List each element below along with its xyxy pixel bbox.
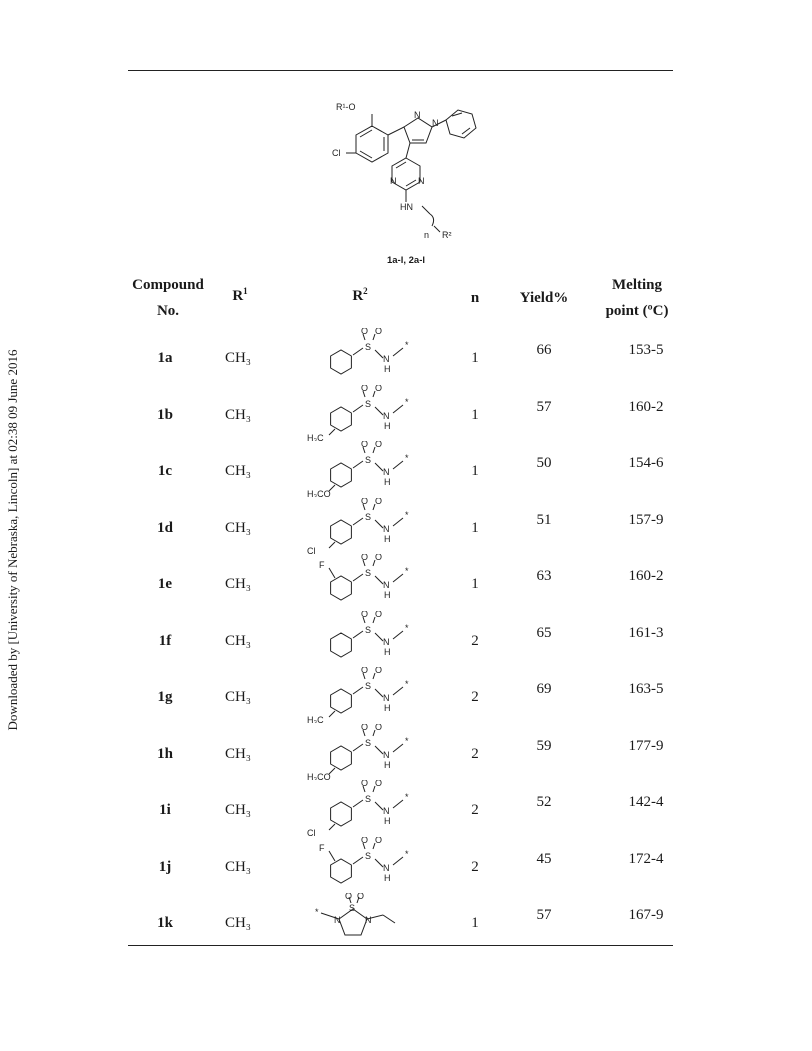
header-r2-text: R bbox=[352, 288, 364, 304]
hydrogen-atom: H bbox=[384, 533, 391, 544]
scaffold-structure bbox=[322, 94, 502, 254]
r2-structure bbox=[303, 498, 423, 554]
sulfur-atom: S bbox=[365, 737, 372, 748]
yield-value: 50 bbox=[536, 455, 552, 471]
r2-structure-drawing bbox=[303, 893, 423, 949]
n-value: 1 bbox=[471, 915, 479, 931]
n-value: 1 bbox=[471, 406, 479, 423]
sulfonyl-oxygen-1: O bbox=[361, 441, 369, 449]
sulfonyl-oxygen-2: O bbox=[375, 441, 383, 449]
header-r2 bbox=[330, 286, 390, 305]
r1-value: CH₃ bbox=[224, 576, 252, 592]
compound-id: 1c bbox=[157, 463, 173, 479]
nitrogen-atom-2: N bbox=[365, 915, 372, 925]
yield-value: 57 bbox=[536, 398, 552, 415]
yield-value: 69 bbox=[536, 681, 552, 697]
ring-substituent: Cl bbox=[307, 828, 316, 836]
compound-id: 1b bbox=[157, 406, 173, 423]
attachment-point: * bbox=[405, 622, 409, 633]
nitrogen-atom: N bbox=[383, 862, 390, 873]
r2-structure bbox=[303, 893, 423, 949]
r1-value: CH₃ bbox=[224, 802, 252, 818]
hydrogen-atom: H bbox=[384, 477, 391, 487]
r1-value: CH₃ bbox=[224, 858, 252, 875]
table-top-rule bbox=[128, 70, 673, 71]
ring-substituent: Cl bbox=[307, 545, 316, 554]
header-compound bbox=[128, 272, 208, 324]
table-row bbox=[128, 724, 673, 780]
r2-structure-drawing bbox=[303, 837, 423, 893]
table-row bbox=[128, 554, 673, 610]
compound-id: 1a bbox=[157, 350, 173, 366]
scaffold-r2: R² bbox=[442, 230, 452, 240]
attachment-point: * bbox=[405, 735, 409, 746]
r2-structure bbox=[303, 554, 423, 610]
download-watermark bbox=[2, 40, 24, 1040]
nitrogen-atom: N bbox=[383, 806, 390, 816]
scaffold-label: 1a-l, 2a-l bbox=[386, 255, 426, 266]
r2-structure-drawing bbox=[303, 498, 423, 554]
sulfonyl-oxygen-1: O bbox=[361, 497, 369, 506]
r1-value: CH₃ bbox=[224, 745, 252, 762]
nitrogen-atom: N bbox=[383, 467, 390, 477]
r2-structure bbox=[303, 724, 423, 780]
r1-value: CH₃ bbox=[224, 915, 252, 931]
table-row bbox=[128, 385, 673, 441]
melting-point-value: 157-9 bbox=[628, 511, 664, 528]
yield-value: 45 bbox=[536, 850, 552, 867]
n-value: 2 bbox=[471, 802, 479, 818]
hydrogen-atom: H bbox=[384, 590, 391, 600]
nitrogen-atom: N bbox=[383, 580, 390, 590]
table-row bbox=[128, 611, 673, 667]
scaffold-hn: HN bbox=[400, 202, 413, 212]
sulfonyl-oxygen-2: O bbox=[375, 384, 383, 393]
n-value: 1 bbox=[471, 576, 479, 592]
hydrogen-atom: H bbox=[384, 646, 391, 657]
r1-value: CH₃ bbox=[224, 632, 252, 649]
melting-point-value: 153-5 bbox=[628, 342, 664, 358]
r1-value: CH₃ bbox=[224, 406, 252, 423]
sulfonyl-oxygen-1: O bbox=[361, 836, 369, 845]
header-compound-line2: No. bbox=[156, 303, 180, 319]
header-yield: Yield% bbox=[519, 290, 569, 306]
sulfonyl-oxygen-1: O bbox=[361, 610, 369, 619]
melting-point-value: 154-6 bbox=[628, 455, 664, 471]
sulfonyl-oxygen-1: O bbox=[361, 667, 369, 675]
sulfur-atom: S bbox=[365, 850, 372, 861]
hydrogen-atom: H bbox=[384, 872, 391, 883]
table-bottom-rule bbox=[128, 945, 673, 946]
r1-value: CH₃ bbox=[224, 519, 252, 536]
scaffold-r1o: R¹-O bbox=[336, 102, 356, 112]
sulfur-atom: S bbox=[365, 568, 372, 578]
header-mp-line1: Melting bbox=[612, 277, 662, 293]
r2-structure-drawing bbox=[303, 328, 423, 384]
header-melting-point bbox=[596, 272, 678, 324]
n-value: 2 bbox=[471, 858, 479, 875]
table-row bbox=[128, 780, 673, 836]
scaffold-n3: N bbox=[418, 176, 425, 186]
scaffold-n2: N bbox=[432, 118, 439, 128]
sulfonyl-oxygen-2: O bbox=[375, 497, 383, 506]
sulfonyl-oxygen-2: O bbox=[375, 610, 383, 619]
sulfonyl-oxygen-2: O bbox=[357, 893, 365, 901]
header-r1-text: R bbox=[232, 288, 244, 304]
compound-id: 1d bbox=[157, 519, 173, 536]
n-value: 1 bbox=[471, 350, 479, 366]
attachment-point: * bbox=[405, 453, 409, 463]
attachment-point: * bbox=[405, 340, 409, 350]
sulfur-atom: S bbox=[349, 903, 356, 913]
sulfonyl-oxygen-2: O bbox=[375, 780, 383, 788]
table-row bbox=[128, 893, 673, 949]
hydrogen-atom: H bbox=[384, 703, 391, 713]
r1-value: CH₃ bbox=[224, 689, 252, 705]
table-row bbox=[128, 328, 673, 384]
sulfur-atom: S bbox=[365, 624, 372, 635]
ring-substituent: H₃CO bbox=[307, 771, 331, 780]
nitrogen-atom: N bbox=[383, 523, 390, 534]
sulfonyl-oxygen-2: O bbox=[375, 667, 383, 675]
sulfonyl-oxygen-1: O bbox=[361, 384, 369, 393]
yield-value: 59 bbox=[536, 737, 552, 754]
n-value: 2 bbox=[471, 689, 479, 705]
ring-substituent: H₃C bbox=[307, 715, 324, 723]
attachment-point: * bbox=[405, 848, 409, 859]
ring-substituent: H₃C bbox=[307, 432, 324, 441]
yield-value: 65 bbox=[536, 624, 552, 641]
sulfur-atom: S bbox=[365, 511, 372, 522]
sulfonyl-oxygen-2: O bbox=[375, 836, 383, 845]
r2-structure bbox=[303, 837, 423, 893]
download-note: Downloaded by [University of Nebraska, Lincoln] at 02:38 09 June 2016 bbox=[5, 349, 20, 731]
nitrogen-atom: N bbox=[383, 693, 390, 703]
r2-structure bbox=[303, 611, 423, 667]
header-mp-line2: point (ºC) bbox=[605, 303, 669, 319]
hydrogen-atom: H bbox=[384, 364, 391, 374]
compound-id: 1g bbox=[157, 689, 173, 705]
r1-value: CH₃ bbox=[224, 463, 252, 479]
n-value: 2 bbox=[471, 632, 479, 649]
sulfonyl-oxygen-1: O bbox=[361, 554, 369, 562]
table-row bbox=[128, 498, 673, 554]
melting-point-value: 163-5 bbox=[628, 681, 664, 697]
r2-structure bbox=[303, 667, 423, 723]
melting-point-value: 167-9 bbox=[628, 907, 664, 923]
sulfur-atom: S bbox=[365, 342, 372, 352]
table-row bbox=[128, 837, 673, 893]
yield-value: 51 bbox=[536, 511, 552, 528]
r2-structure bbox=[303, 780, 423, 836]
compound-id: 1e bbox=[157, 576, 173, 592]
sulfur-atom: S bbox=[365, 455, 372, 465]
table-row bbox=[128, 441, 673, 497]
r2-structure bbox=[303, 441, 423, 497]
hydrogen-atom: H bbox=[384, 816, 391, 826]
sulfonyl-oxygen-1: O bbox=[345, 893, 353, 901]
yield-value: 52 bbox=[536, 794, 552, 810]
attachment-point: * bbox=[405, 509, 409, 520]
compound-id: 1h bbox=[157, 745, 173, 762]
ring-substituent: H₃CO bbox=[307, 489, 331, 497]
melting-point-value: 142-4 bbox=[628, 794, 664, 810]
nitrogen-atom: N bbox=[383, 410, 390, 421]
sulfonyl-oxygen-1: O bbox=[361, 328, 369, 336]
yield-value: 63 bbox=[536, 568, 552, 584]
melting-point-value: 160-2 bbox=[628, 398, 664, 415]
attachment-point: * bbox=[405, 679, 409, 689]
sulfonyl-oxygen-2: O bbox=[375, 328, 383, 336]
table-row bbox=[128, 667, 673, 723]
r2-structure-drawing bbox=[303, 780, 423, 836]
header-r1-sup: 1 bbox=[243, 286, 248, 296]
scaffold-n: n bbox=[424, 230, 430, 240]
r2-structure-drawing bbox=[303, 441, 423, 497]
hydrogen-atom: H bbox=[384, 420, 391, 431]
sulfonyl-oxygen-1: O bbox=[361, 723, 369, 732]
sulfonyl-oxygen-2: O bbox=[375, 723, 383, 732]
nitrogen-atom-1: N bbox=[334, 915, 341, 925]
header-r2-sup: 2 bbox=[363, 286, 368, 296]
header-r1 bbox=[210, 286, 270, 305]
attachment-point: * bbox=[405, 792, 409, 802]
scaffold-cl: Cl bbox=[332, 148, 341, 158]
scaffold-n4: N bbox=[390, 176, 397, 186]
r2-structure-drawing bbox=[303, 724, 423, 780]
sulfonyl-oxygen-2: O bbox=[375, 554, 383, 562]
melting-point-value: 160-2 bbox=[628, 568, 664, 584]
sulfonyl-oxygen-1: O bbox=[361, 780, 369, 788]
hydrogen-atom: H bbox=[384, 759, 391, 770]
nitrogen-atom: N bbox=[383, 749, 390, 760]
compound-id: 1k bbox=[157, 915, 173, 931]
scaffold-n1: N bbox=[414, 110, 421, 120]
compound-id: 1j bbox=[158, 858, 172, 875]
r2-structure-drawing bbox=[303, 611, 423, 667]
nitrogen-atom: N bbox=[383, 354, 390, 364]
sulfur-atom: S bbox=[365, 681, 372, 691]
attachment-point: * bbox=[405, 566, 409, 576]
r2-structure-drawing bbox=[303, 385, 423, 441]
yield-value: 66 bbox=[536, 342, 552, 358]
n-value: 1 bbox=[471, 519, 479, 536]
r2-structure bbox=[303, 385, 423, 441]
ring-substituent: F bbox=[319, 842, 325, 853]
attachment-point: * bbox=[405, 396, 409, 407]
melting-point-value: 161-3 bbox=[628, 624, 664, 641]
sulfur-atom: S bbox=[365, 398, 372, 409]
r2-structure-drawing bbox=[303, 554, 423, 610]
melting-point-value: 172-4 bbox=[628, 850, 664, 867]
header-n: n bbox=[470, 290, 480, 306]
sulfur-atom: S bbox=[365, 794, 372, 804]
n-value: 2 bbox=[471, 745, 479, 762]
r2-structure bbox=[303, 328, 423, 384]
r2-structure-drawing bbox=[303, 667, 423, 723]
nitrogen-atom: N bbox=[383, 636, 390, 647]
ring-substituent: F bbox=[319, 560, 325, 570]
yield-value: 57 bbox=[536, 907, 552, 923]
compound-id: 1i bbox=[159, 802, 171, 818]
header-compound-line1: Compound bbox=[132, 277, 204, 293]
melting-point-value: 177-9 bbox=[628, 737, 664, 754]
n-value: 1 bbox=[471, 463, 479, 479]
compound-id: 1f bbox=[158, 632, 172, 649]
attachment-point: * bbox=[315, 907, 319, 917]
r1-value: CH₃ bbox=[224, 350, 252, 366]
